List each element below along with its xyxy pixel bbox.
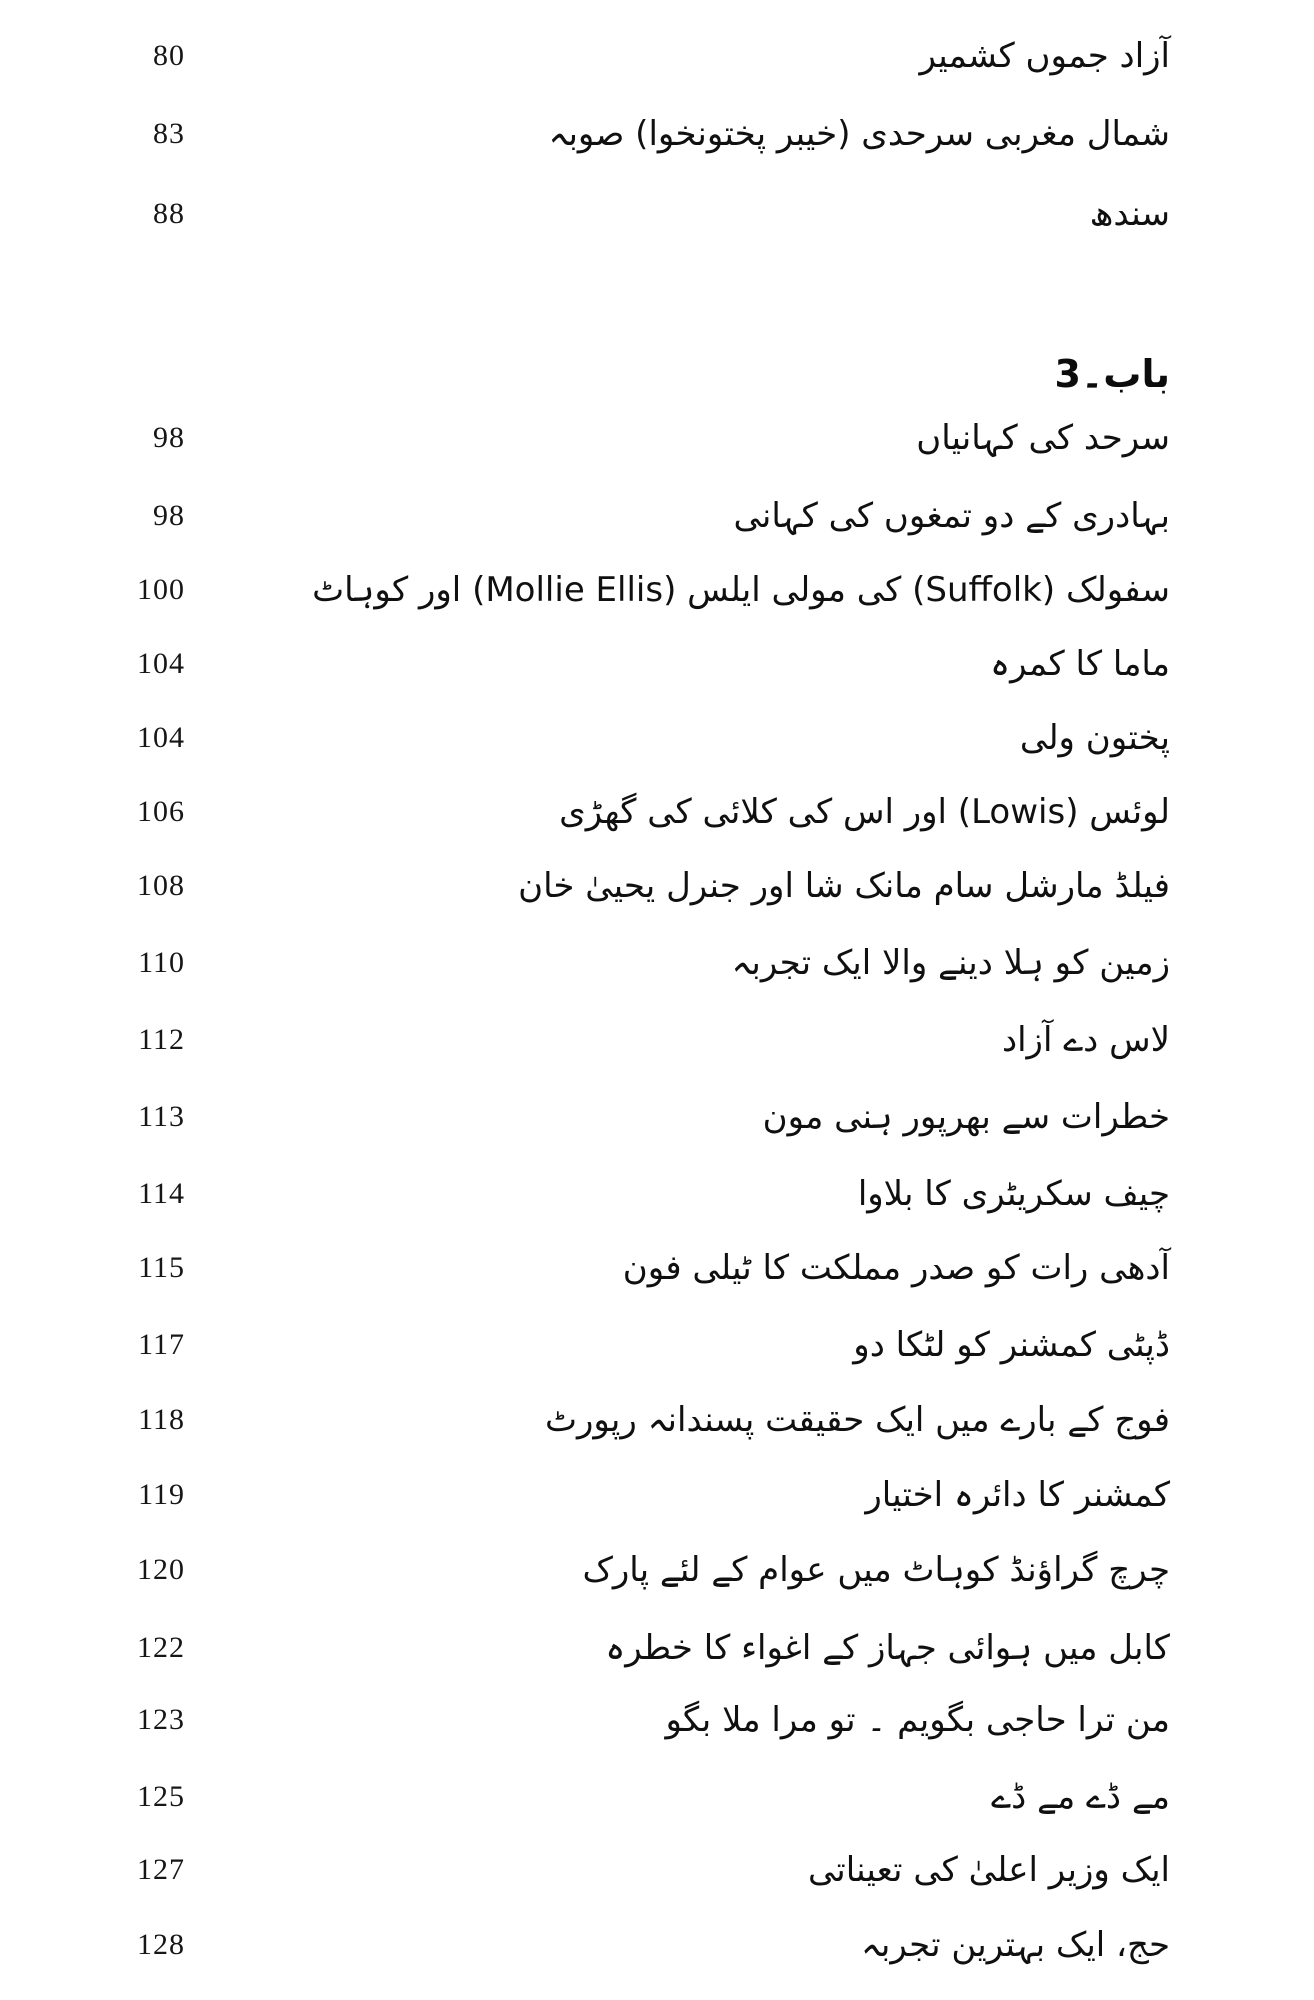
toc-entry-title: فیلڈ مارشل سام مانک شا اور جنرل یحییٰ خان <box>518 866 1170 906</box>
toc-row <box>105 784 1170 840</box>
toc-page-number: 115 <box>138 1251 185 1284</box>
toc-page-number: 108 <box>137 869 185 902</box>
toc-page-number: 104 <box>137 721 185 754</box>
toc-entry-title: ڈپٹی کمشنر کو لٹکا دو <box>853 1325 1170 1365</box>
toc-row <box>105 1769 1170 1825</box>
toc-entry-title: زمین کو ہلا دینے والا ایک تجربہ <box>731 943 1170 983</box>
toc-row <box>105 1692 1170 1748</box>
toc-entry-title: آدھی رات کو صدر مملکت کا ٹیلی فون <box>622 1248 1170 1288</box>
toc-entry-title: پختون ولی <box>1019 718 1170 758</box>
toc-row <box>105 636 1170 692</box>
toc-page-number: 88 <box>153 197 185 230</box>
toc-entry-title: سفولک (Suffolk) کی مولی ایلس (Mollie Ellis) اور کوہاٹ <box>312 570 1170 610</box>
toc-row <box>105 488 1170 544</box>
toc-page-number: 112 <box>138 1023 185 1056</box>
toc-page-number: 119 <box>138 1478 185 1511</box>
toc-entry-title: لوئس (Lowis) اور اس کی کلائی کی گھڑی <box>559 792 1170 832</box>
toc-row <box>105 410 1170 466</box>
toc-row <box>105 710 1170 766</box>
toc-entry-title: حج، ایک بہترین تجربہ <box>860 1925 1170 1965</box>
toc-row <box>105 1620 1170 1676</box>
toc-entry-title: من ترا حاجی بگویم ۔ تو مرا ملا بگو <box>665 1700 1170 1740</box>
toc-entry-title: کابل میں ہوائی جہاز کے اغواء کا خطرہ <box>605 1628 1170 1668</box>
toc-page-number: 83 <box>153 117 185 150</box>
toc-page-number: 98 <box>153 499 185 532</box>
toc-row <box>105 1012 1170 1068</box>
toc-page-number: 128 <box>137 1928 185 1961</box>
toc-entry-title: ماما کا کمرہ <box>990 644 1170 684</box>
toc-page-number: 100 <box>137 573 185 606</box>
toc-entry-title: بہادری کے دو تمغوں کی کہانی <box>733 496 1170 536</box>
toc-page-number: 120 <box>137 1553 185 1586</box>
toc-row <box>105 935 1170 991</box>
toc-page-number: 114 <box>138 1177 185 1210</box>
toc-page-number: 118 <box>138 1403 185 1436</box>
toc-entry-title: ایک وزیر اعلیٰ کی تعیناتی <box>807 1850 1170 1890</box>
toc-row <box>105 106 1170 162</box>
toc-page-number: 98 <box>153 421 185 454</box>
toc-entry-title: سندھ <box>1089 194 1170 234</box>
toc-page-number: 80 <box>153 39 185 72</box>
toc-page-number: 110 <box>138 946 185 979</box>
toc-page-number: 104 <box>137 647 185 680</box>
toc-page-number: 113 <box>138 1100 185 1133</box>
toc-entry-title: لاس دے آزاد <box>1001 1020 1170 1060</box>
toc-page-number: 123 <box>137 1703 185 1736</box>
toc-entry-title: مے ڈے مے ڈے <box>991 1777 1170 1817</box>
toc-row <box>105 1467 1170 1523</box>
chapter-heading: باب۔3 <box>1054 352 1170 396</box>
toc-row <box>105 1317 1170 1373</box>
toc-row <box>105 1542 1170 1598</box>
toc-row <box>105 1089 1170 1145</box>
toc-page-number: 122 <box>137 1631 185 1664</box>
toc-row <box>105 28 1170 84</box>
toc-entry-title: آزاد جموں کشمیر <box>919 36 1170 76</box>
toc-row <box>105 562 1170 618</box>
toc-entry-title: چرچ گراؤنڈ کوہاٹ میں عوام کے لئے پارک <box>582 1550 1170 1590</box>
toc-entry-title: سرحد کی کہانیاں <box>916 418 1170 458</box>
toc-row <box>105 1917 1170 1973</box>
toc-row <box>105 1842 1170 1898</box>
toc-entry-title: شمال مغربی سرحدی (خیبر پختونخوا) صوبہ <box>548 114 1170 154</box>
toc-row <box>105 858 1170 914</box>
toc-entry-title: چیف سکریٹری کا بلاوا <box>857 1174 1170 1214</box>
toc-row <box>105 1240 1170 1296</box>
toc-entry-title: کمشنر کا دائرہ اختیار <box>865 1475 1170 1515</box>
toc-entry-title: فوج کے بارے میں ایک حقیقت پسندانہ رپورٹ <box>544 1400 1170 1440</box>
toc-page-number: 127 <box>137 1853 185 1886</box>
toc-page-number: 117 <box>138 1328 185 1361</box>
toc-row <box>105 186 1170 242</box>
toc-row <box>105 1166 1170 1222</box>
toc-entry-title: خطرات سے بھرپور ہنی مون <box>762 1097 1170 1137</box>
toc-page-number: 106 <box>137 795 185 828</box>
toc-row <box>105 1392 1170 1448</box>
toc-page-number: 125 <box>137 1780 185 1813</box>
